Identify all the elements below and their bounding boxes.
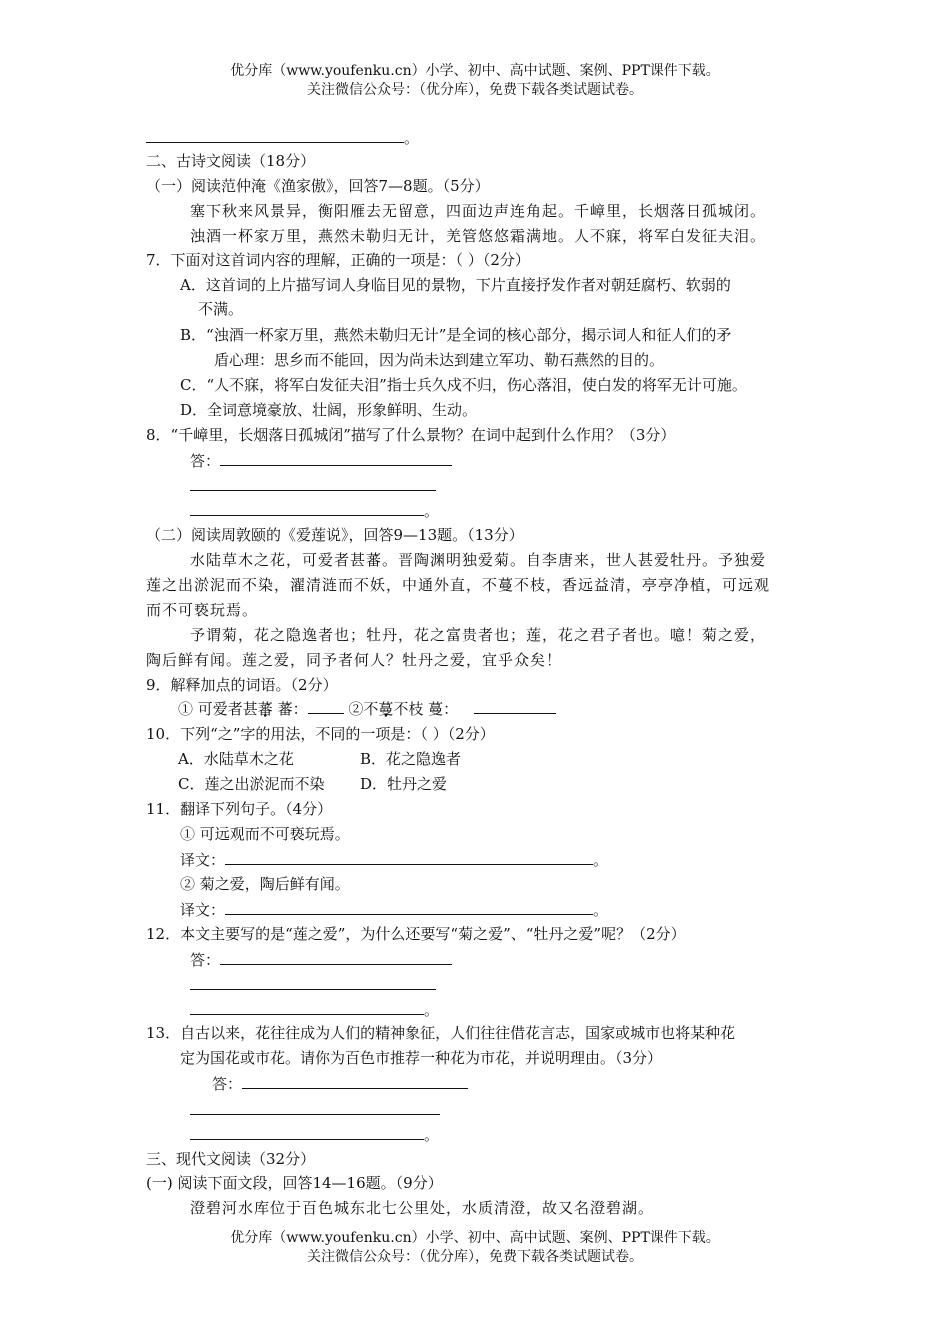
poem-line-1: 塞下秋来风景异，衡阳雁去无留意，四面边声连角起。千嶂里，长烟落日孤城闭。 — [190, 202, 767, 220]
footer-line-1: 优分库（www.youfenku.cn）小学、初中、高中试题、案例、PPT课件下载。 — [230, 1230, 720, 1246]
section-3-title: 三、现代文阅读（32分） — [146, 1150, 316, 1168]
q8-answer-line-2 — [190, 475, 436, 496]
part-2-title: （二）阅读周敦颐的《爱莲说》，回答9—13题。（13分） — [146, 526, 524, 544]
q10-option-b: B．花之隐逸者 — [360, 750, 462, 768]
q7-option-b-cont: 盾心理：思乡而不能回，因为尚未达到建立军功、勒石燕然的目的。 — [214, 351, 665, 369]
q10-option-a: A．水陆草木之花 — [178, 750, 294, 768]
q12-stem: 12．本文主要写的是“莲之爱”，为什么还要写“菊之爱”、“牡丹之爱”呢？（2分） — [146, 925, 686, 943]
q8-answer-line-3 — [190, 500, 439, 521]
q13-answer-line-1 — [212, 1073, 468, 1094]
q9-dotted-word-2: 蔓 — [378, 700, 394, 718]
end-mark: 。 — [424, 1126, 440, 1144]
end-mark: 。 — [593, 851, 609, 869]
prose-p1-line-3: 而不可亵玩焉。 — [146, 601, 259, 619]
answer-blank — [190, 1099, 440, 1115]
answer-blank — [308, 698, 344, 714]
answer-blank — [474, 698, 556, 714]
prose-p2-line-1: 予谓菊，花之隐逸者也；牡丹，花之富贵者也；莲，花之君子者也。噫！菊之爱， — [190, 626, 767, 644]
q11-stem: 11．翻译下列句子。（4分） — [146, 800, 333, 818]
q9-stem: 9．解释加点的词语。（2分） — [146, 676, 338, 694]
answer-blank — [190, 475, 436, 491]
answer-blank — [190, 974, 436, 990]
translation-label: 译文： — [180, 851, 226, 869]
answer-label: 答： — [190, 951, 221, 969]
q10-stem: 10．下列“之”字的用法，不同的一项是：（ ）（2分） — [146, 725, 495, 743]
q10-option-d: D．牡丹之爱 — [360, 775, 448, 793]
q10-option-c: C．莲之出淤泥而不染 — [178, 775, 325, 793]
end-mark: 。 — [424, 1001, 440, 1019]
answer-blank — [242, 1073, 468, 1089]
header-line-2: 关注微信公众号：（优分库），免费下载各类试题试卷。 — [307, 82, 643, 98]
prose-p2-line-2: 陶后鲜有闻。莲之爱，同予者何人？牡丹之爱，宜乎众矣！ — [146, 651, 563, 669]
q7-option-a: A．这首词的上片描写词人身临目见的景物，下片直接抒发作者对朝廷腐朽、软弱的 — [180, 276, 731, 294]
q12-answer-line-3 — [190, 999, 439, 1020]
q9-item-2-text-post: 不枝 — [393, 700, 424, 718]
end-mark: 。 — [593, 901, 609, 919]
q8-stem: 8．“千嶂里，长烟落日孤城闭”描写了什么景物？在词中起到什么作用？（3分） — [146, 426, 676, 444]
end-mark: 。 — [404, 129, 420, 147]
q11-translation-1 — [180, 849, 608, 870]
q9-item-1-text: ① 可爱者甚 — [178, 700, 258, 718]
footer-line-2: 关注微信公众号：（优分库），免费下载各类试题试卷。 — [307, 1249, 643, 1265]
q13-answer-line-3 — [190, 1124, 439, 1145]
top-answer-tail — [146, 127, 419, 148]
q12-answer-line-1 — [190, 949, 452, 970]
answer-label: 答： — [212, 1075, 243, 1093]
q7-option-b: B．“浊酒一杯家万里，燕然未勒归无计”是全词的核心部分，揭示词人和征人们的矛 — [180, 326, 732, 344]
answer-blank — [225, 849, 593, 865]
q11-sentence-2: ② 菊之爱，陶后鲜有闻。 — [180, 875, 350, 893]
q7-option-d: D．全词意境豪放、壮阔，形象鲜明、生动。 — [180, 401, 478, 419]
answer-blank — [190, 500, 424, 516]
q9-item-1-label: 蕃： — [272, 700, 308, 718]
answer-blank — [220, 450, 452, 466]
q13-stem-line-1: 13．自古以来，花往往成为人们的精神象征，人们往往借花言志，国家或城市也将某种花 — [146, 1024, 736, 1042]
answer-blank — [225, 899, 593, 915]
answer-blank — [190, 999, 424, 1015]
header-line-1: 优分库（www.youfenku.cn）小学、初中、高中试题、案例、PPT课件下载。 — [230, 63, 720, 79]
q11-sentence-1: ① 可远观而不可亵玩焉。 — [180, 825, 350, 843]
answer-label: 答： — [190, 452, 221, 470]
translation-label: 译文： — [180, 901, 226, 919]
q9-dotted-word-1: 蕃 — [257, 700, 273, 718]
end-mark: 。 — [424, 502, 440, 520]
part-1-title: （一）阅读范仲淹《渔家傲》，回答7—8题。（5分） — [146, 177, 490, 195]
q13-stem-line-2: 定为国花或市花。请你为百色市推荐一种花为市花，并说明理由。（3分） — [180, 1049, 663, 1067]
section-3-part-1-title: (一) 阅读下面文段，回答14—16题。（9分） — [146, 1174, 443, 1192]
q9-items — [178, 698, 556, 719]
section-3-paragraph-1: 澄碧河水库位于百色城东北七公里处，水质清澄，故又名澄碧湖。 — [190, 1199, 655, 1217]
q11-translation-2 — [180, 899, 608, 920]
section-2-title: 二、古诗文阅读（18分） — [146, 152, 316, 170]
prose-p1-line-2: 莲之出淤泥而不染，濯清涟而不妖，中通外直，不蔓不枝，香远益清，亭亭净植，可远观 — [146, 576, 771, 594]
answer-blank — [146, 127, 404, 143]
q7-option-c: C．“人不寐，将军白发征夫泪”指士兵久戍不归，伤心落泪，使白发的将军无计可施。 — [180, 376, 747, 394]
q12-answer-line-2 — [190, 974, 436, 995]
q8-answer-line-1 — [190, 450, 452, 471]
q13-answer-line-2 — [190, 1099, 440, 1120]
q9-item-2-text: ②不 — [343, 700, 379, 718]
poem-line-2: 浊酒一杯家万里，燕然未勒归无计，羌管悠悠霜满地。人不寐，将军白发征夫泪。 — [190, 227, 767, 245]
answer-blank — [220, 949, 452, 965]
q7-stem: 7．下面对这首词内容的理解，正确的一项是：（ ）（2分） — [146, 251, 530, 269]
prose-p1-line-1: 水陆草木之花，可爱者甚蕃。晋陶渊明独爱菊。自李唐来，世人甚爱牡丹。予独爱 — [190, 551, 767, 569]
answer-blank — [190, 1124, 424, 1140]
q9-item-2-label: 蔓： — [423, 700, 459, 718]
q7-option-a-cont: 不满。 — [198, 300, 244, 318]
